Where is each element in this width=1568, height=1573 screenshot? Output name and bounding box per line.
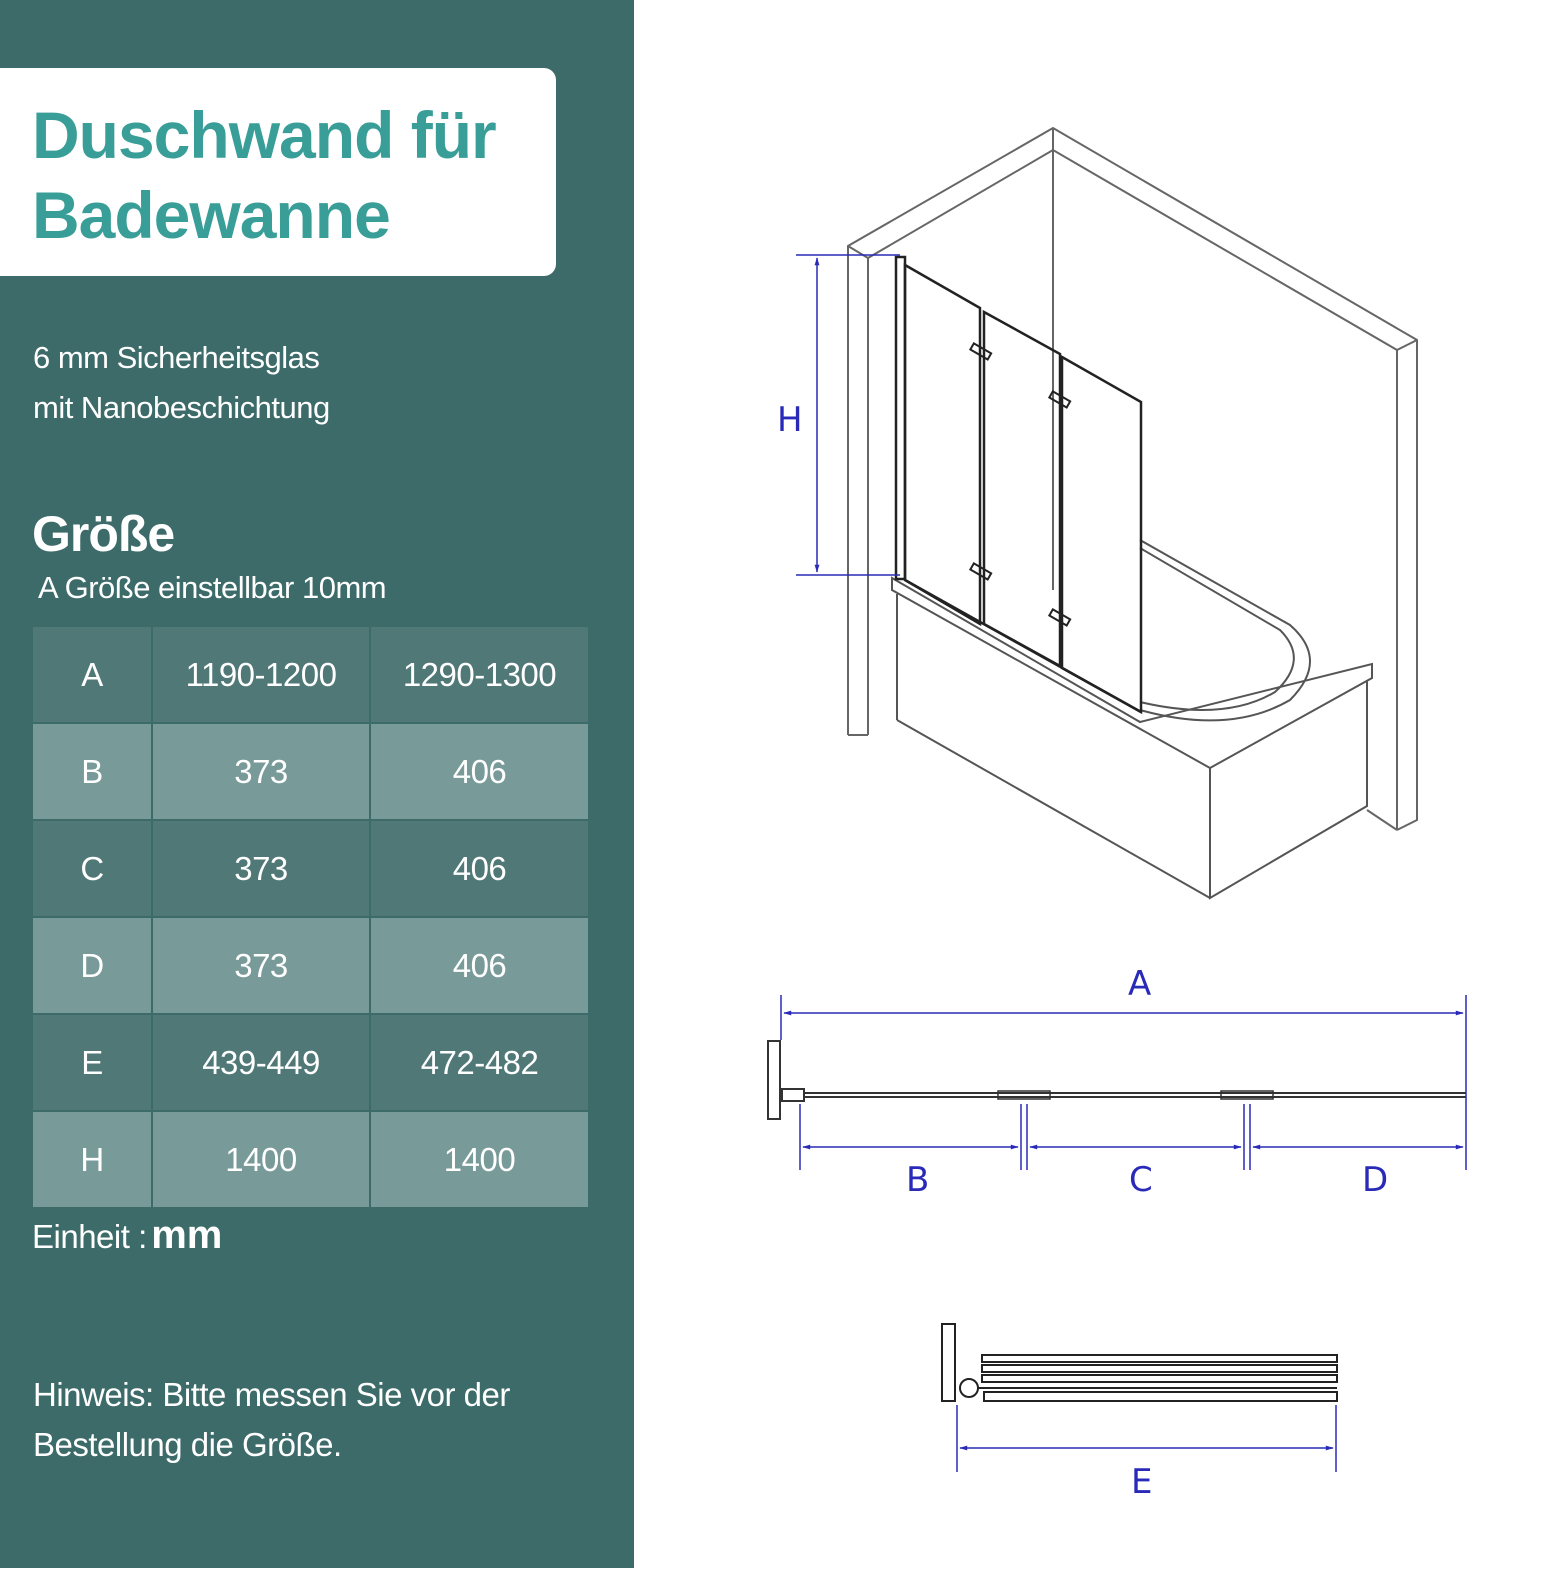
table-cell-value: 406 — [371, 821, 588, 916]
table-cell-label: B — [33, 724, 151, 819]
table-cell-value: 406 — [371, 918, 588, 1013]
product-title-line-1: Duschwand für — [32, 98, 496, 172]
table-cell-value: 1400 — [153, 1112, 369, 1207]
size-table — [33, 627, 586, 1207]
table-cell-value: 1190-1200 — [153, 627, 369, 722]
table-cell-value: 439-449 — [153, 1015, 369, 1110]
hint-line-1: Hinweis: Bitte messen Sie vor der — [33, 1376, 510, 1413]
unit-note — [32, 1213, 222, 1258]
unit-value: mm — [151, 1213, 223, 1257]
table-cell-label: C — [33, 821, 151, 916]
size-heading: Größe — [32, 506, 175, 562]
dimension-label-e: E — [1131, 1462, 1153, 1502]
table-cell-value: 472-482 — [371, 1015, 588, 1110]
feature-glass: 6 mm Sicherheitsglas — [33, 340, 320, 375]
dimension-label-c: C — [1129, 1160, 1153, 1200]
table-cell-label: D — [33, 918, 151, 1013]
dimension-label-h: H — [777, 400, 803, 440]
table-cell-value: 373 — [153, 918, 369, 1013]
dimension-label-d: D — [1362, 1160, 1389, 1200]
glass-panels — [896, 257, 1141, 712]
unit-label: Einheit : — [32, 1218, 147, 1255]
title-card — [0, 68, 556, 276]
table-cell-value: 1290-1300 — [371, 627, 588, 722]
drawing-svg — [634, 0, 1568, 1568]
top-view — [768, 1041, 1466, 1119]
table-cell-label: H — [33, 1112, 151, 1207]
dimension-abcd — [781, 995, 1466, 1170]
size-adjust-note: A Größe einstellbar 10mm — [38, 570, 387, 605]
bathtub-outline — [892, 540, 1372, 898]
feature-coating: mit Nanobeschichtung — [33, 390, 330, 425]
hinge-marks — [970, 343, 1070, 625]
table-cell-value: 373 — [153, 821, 369, 916]
dimension-label-a: A — [1128, 964, 1152, 1004]
folded-view — [942, 1324, 1337, 1401]
info-panel — [0, 0, 634, 1568]
table-cell-value: 373 — [153, 724, 369, 819]
hint-line-2: Bestellung die Größe. — [33, 1426, 342, 1463]
product-title-line-2: Badewanne — [32, 178, 390, 252]
table-cell-label: E — [33, 1015, 151, 1110]
table-cell-label: A — [33, 627, 151, 722]
table-cell-value: 1400 — [371, 1112, 588, 1207]
dimension-label-b: B — [906, 1160, 930, 1200]
table-cell-value: 406 — [371, 724, 588, 819]
technical-drawing — [634, 0, 1568, 1568]
